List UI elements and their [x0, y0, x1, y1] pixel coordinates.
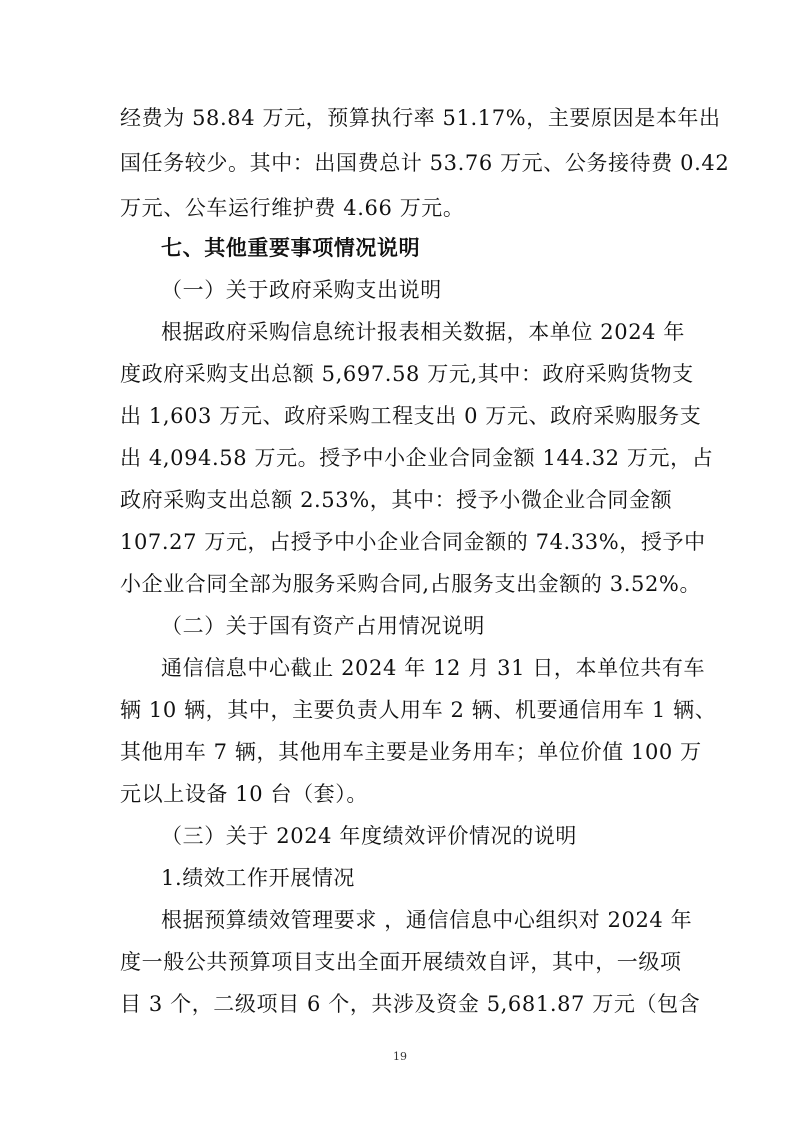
paragraph-line: 出 1,603 万元、政府采购工程支出 0 万元、政府采购服务支 — [120, 404, 702, 428]
paragraph-line: 其他用车 7 辆，其他用车主要是业务用车；单位价值 100 万 — [120, 740, 702, 764]
paragraph-line: 根据政府采购信息统计报表相关数据，本单位 2024 年 — [161, 320, 685, 344]
subsection-heading: （三）关于 2024 年度绩效评价情况的说明 — [161, 824, 577, 848]
paragraph-line: 政府采购支出总额 2.53%，其中：授予小微企业合同金额 — [120, 488, 673, 512]
subsection-heading: （二）关于国有资产占用情况说明 — [161, 614, 485, 638]
paragraph-line: 辆 10 辆，其中，主要负责人用车 2 辆、机要通信用车 1 辆、 — [120, 698, 717, 722]
page-number: 19 — [393, 1050, 407, 1063]
numbered-heading: 1.绩效工作开展情况 — [161, 866, 356, 890]
paragraph-line: 根据预算绩效管理要求 ，通信信息中心组织对 2024 年 — [161, 908, 693, 932]
paragraph-line: 通信信息中心截止 2024 年 12 月 31 日，本单位共有车 — [161, 656, 706, 680]
paragraph-line: 度一般公共预算项目支出全面开展绩效自评，其中，一级项 — [120, 950, 682, 974]
paragraph-line: 万元、公车运行维护费 4.66 万元。 — [120, 196, 465, 220]
paragraph-line: 小企业合同全部为服务采购合同,占服务支出金额的 3.52%。 — [120, 572, 702, 596]
paragraph-line: 经费为 58.84 万元，预算执行率 51.17%，主要原因是本年出 — [120, 106, 721, 130]
paragraph-line: 国任务较少。其中：出国费总计 53.76 万元、公务接待费 0.42 — [120, 151, 730, 175]
paragraph-line: 107.27 万元，占授予中小企业合同金额的 74.33%，授予中 — [120, 530, 706, 554]
paragraph-line: 目 3 个，二级项目 6 个，共涉及资金 5,681.87 万元（包含 — [120, 992, 701, 1016]
paragraph-line: 度政府采购支出总额 5,697.58 万元,其中：政府采购货物支 — [120, 362, 694, 386]
paragraph-line: 出 4,094.58 万元。授予中小企业合同金额 144.32 万元，占 — [120, 446, 714, 470]
section-heading: 七、其他重要事项情况说明 — [161, 236, 421, 260]
subsection-heading: （一）关于政府采购支出说明 — [161, 278, 442, 302]
paragraph-line: 元以上设备 10 台（套）。 — [120, 782, 368, 806]
